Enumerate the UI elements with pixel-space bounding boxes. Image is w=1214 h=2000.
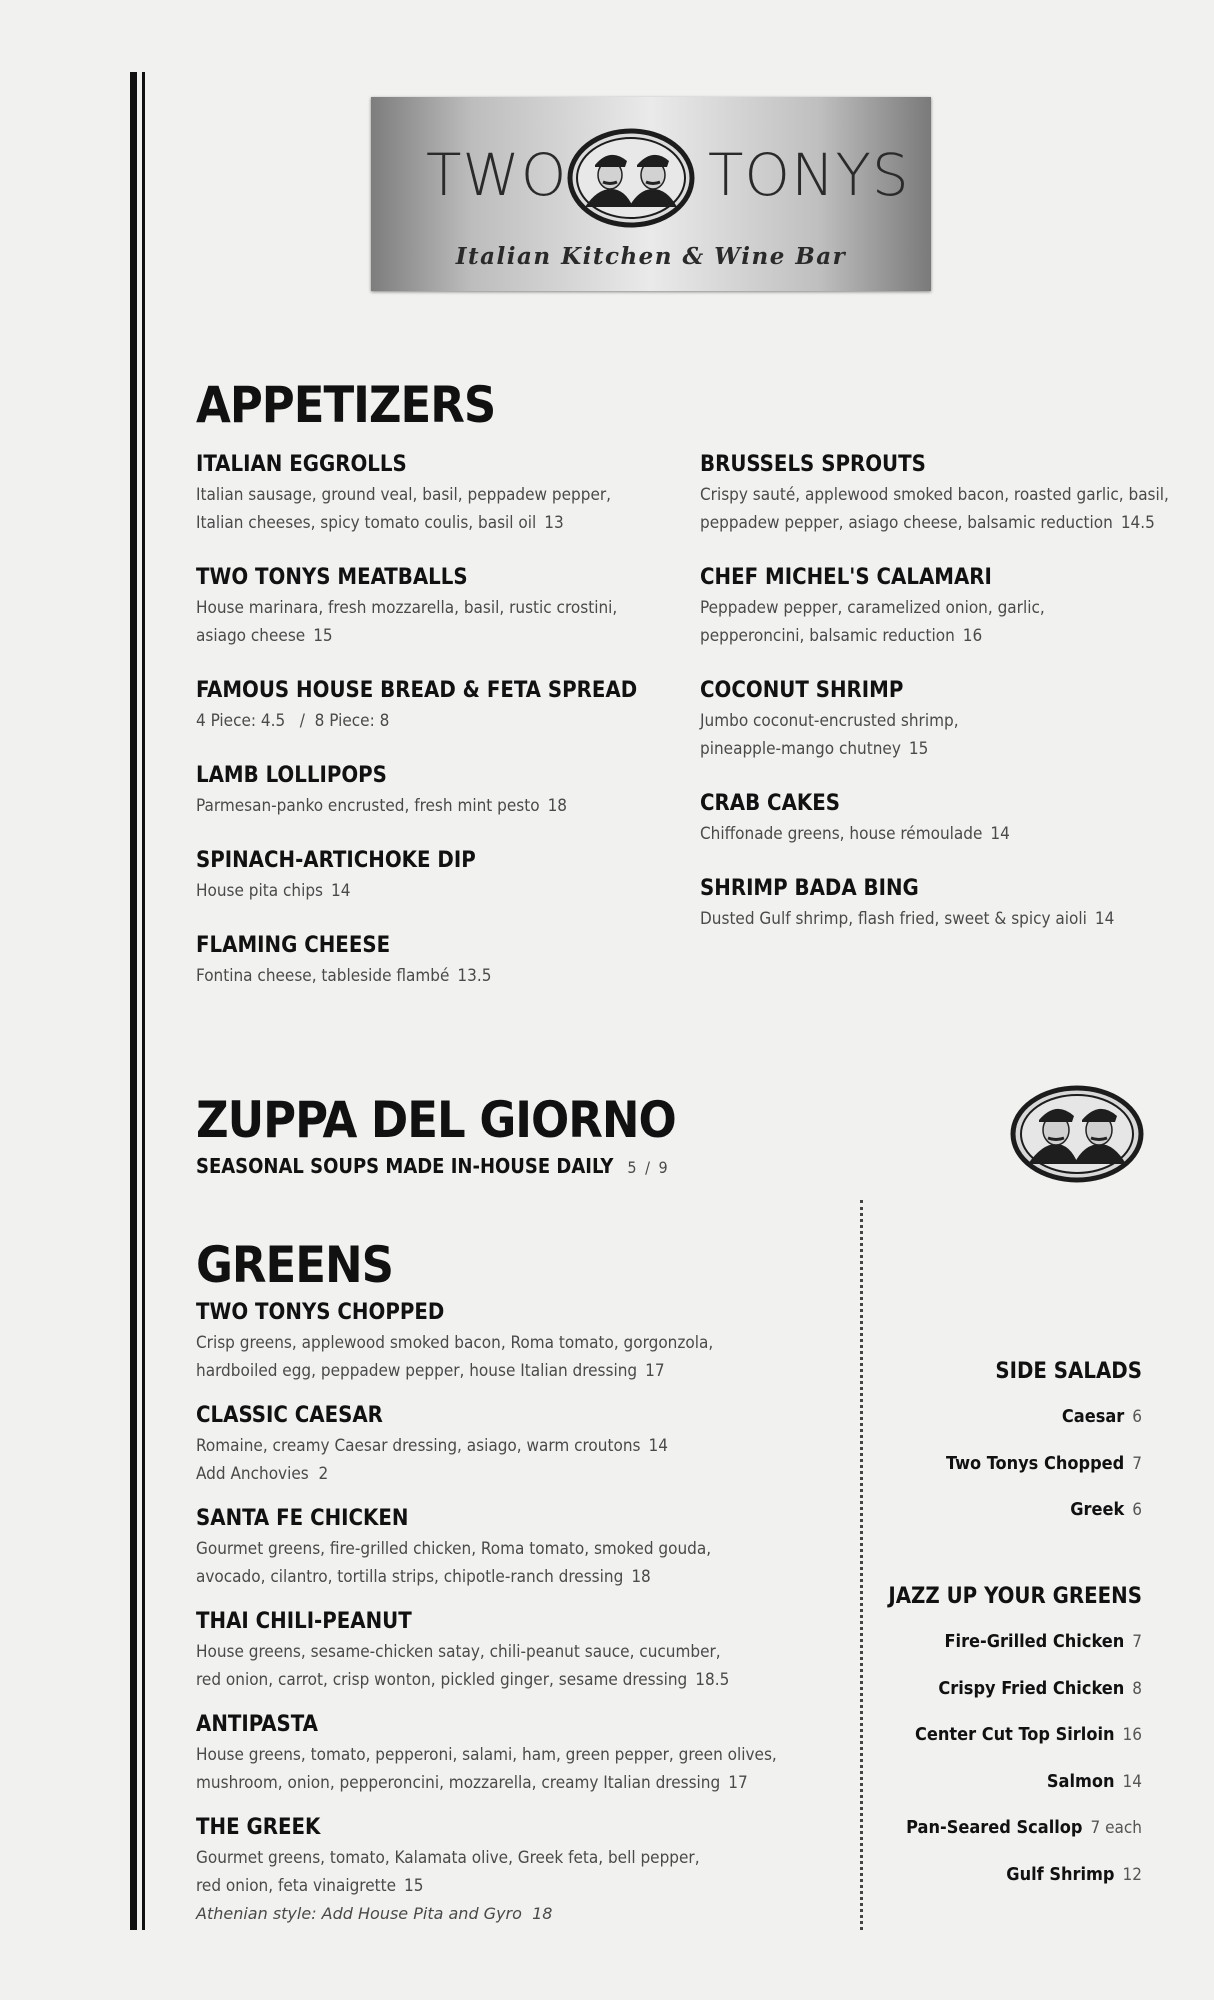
side-salads-panel	[946, 1359, 1142, 1544]
item-description: Jumbo coconut-encrusted shrimp,	[700, 711, 959, 731]
item-description: Dusted Gulf shrimp, flash fried, sweet & spicy aioli 14	[700, 909, 1115, 929]
menu-item	[700, 678, 1169, 763]
menu-item	[196, 763, 637, 820]
logo-word-left: TWO	[426, 141, 568, 209]
item-name: THAI CHILI-PEANUT	[196, 1609, 412, 1634]
add-on-item: Salmon 14	[1046, 1770, 1142, 1792]
two-men-emblem-icon	[567, 127, 695, 229]
item-description: House greens, sesame-chicken satay, chili-peanut sauce, cucumber,	[196, 1642, 721, 1662]
item-description: Italian cheeses, spicy tomato coulis, basil oil 13	[196, 513, 564, 533]
item-price: 14	[1094, 909, 1115, 929]
item-price: 17	[645, 1361, 665, 1381]
item-addon: Athenian style: Add House Pita and Gyro 18	[196, 1904, 553, 1923]
add-on-item: Pan-Seared Scallop 7 each	[906, 1817, 1142, 1838]
side-salad-item: Caesar 6	[1061, 1406, 1142, 1427]
item-description: Italian sausage, ground veal, basil, peppadew pepper,	[196, 485, 612, 505]
item-name: TWO TONYS MEATBALLS	[196, 565, 468, 590]
item-description: Gourmet greens, tomato, Kalamata olive, Greek feta, bell pepper,	[196, 1848, 700, 1868]
greens-title: GREENS	[196, 1236, 394, 1294]
item-name: BRUSSELS SPROUTS	[700, 452, 926, 477]
item-description: Crispy sauté, applewood smoked bacon, roasted garlic, basil,	[700, 485, 1169, 505]
menu-item	[700, 876, 1169, 933]
item-price: 13	[544, 513, 564, 533]
item-price: 15	[313, 626, 333, 646]
menu-item	[196, 848, 637, 905]
add-on-price: 7 each	[1090, 1818, 1142, 1838]
zuppa-price: 5 / 9	[627, 1158, 670, 1177]
item-description: asiago cheese 15	[196, 626, 333, 646]
item-price: 14	[331, 881, 351, 901]
zuppa-title: ZUPPA DEL GIORNO	[196, 1091, 676, 1149]
side-salad-price: 7	[1132, 1453, 1142, 1474]
appetizers-right-column	[700, 452, 1169, 961]
item-name: TWO TONYS CHOPPED	[196, 1300, 445, 1325]
item-name: FLAMING CHEESE	[196, 933, 391, 958]
item-price: 17	[728, 1773, 748, 1793]
item-description: House marinara, fresh mozzarella, basil, rustic crostini,	[196, 598, 618, 618]
left-border-thin	[142, 72, 145, 1930]
item-price: 15	[404, 1876, 424, 1896]
menu-item	[196, 1815, 777, 1928]
item-description: Parmesan-panko encrusted, fresh mint pesto 18	[196, 796, 568, 816]
greens-column	[196, 1300, 777, 1946]
item-addon: Add Anchovies 2	[196, 1464, 329, 1484]
item-description: red onion, carrot, crisp wonton, pickled ginger, sesame dressing 18.5	[196, 1670, 730, 1690]
item-description: 4 Piece: 4.5 / 8 Piece: 8	[196, 711, 390, 731]
side-salad-price: 6	[1132, 1500, 1142, 1520]
item-price: 18	[547, 796, 568, 816]
menu-item	[196, 1712, 777, 1797]
item-price: 14	[990, 824, 1010, 844]
item-price: 16	[962, 626, 983, 646]
add-on-price: 7	[1132, 1632, 1142, 1652]
add-on-item: Center Cut Top Sirloin 16	[915, 1724, 1142, 1745]
side-salads-title: SIDE SALADS	[995, 1359, 1142, 1384]
item-description: hardboiled egg, peppadew pepper, house Italian dressing 17	[196, 1361, 665, 1381]
dotted-divider	[860, 1200, 863, 1930]
appetizers-left-column	[196, 452, 637, 1018]
item-description: Peppadew pepper, caramelized onion, garlic,	[700, 598, 1045, 618]
item-price: 15	[908, 739, 929, 759]
zuppa-subtitle-row	[196, 1154, 670, 1178]
item-description: pepperoncini, balsamic reduction 16	[700, 626, 983, 646]
add-on-price: 12	[1122, 1864, 1142, 1885]
item-name: LAMB LOLLIPOPS	[196, 763, 387, 788]
add-on-price: 14	[1122, 1771, 1142, 1792]
item-name: ITALIAN EGGROLLS	[196, 452, 407, 477]
menu-item	[196, 452, 637, 537]
jazz-up-title: JAZZ UP YOUR GREENS	[888, 1584, 1142, 1609]
add-on-price: 16	[1122, 1725, 1142, 1745]
add-on-item: Crispy Fried Chicken 8	[938, 1677, 1142, 1699]
menu-item	[196, 1506, 777, 1591]
item-description: Crisp greens, applewood smoked bacon, Roma tomato, gorgonzola,	[196, 1333, 714, 1353]
item-name: THE GREEK	[196, 1815, 321, 1840]
item-description: mushroom, onion, pepperoncini, mozzarella, creamy Italian dressing 17	[196, 1773, 748, 1793]
item-description: peppadew pepper, asiago cheese, balsamic reduction 14.5	[700, 513, 1155, 533]
item-price: 14	[648, 1436, 668, 1456]
side-salad-item: Two Tonys Chopped 7	[946, 1452, 1142, 1474]
item-description: pineapple-mango chutney 15	[700, 739, 929, 759]
item-name: CRAB CAKES	[700, 791, 841, 816]
item-name: SANTA FE CHICKEN	[196, 1506, 409, 1531]
item-price: 18.5	[695, 1670, 730, 1690]
item-name: ANTIPASTA	[196, 1712, 318, 1737]
item-name: FAMOUS HOUSE BREAD & FETA SPREAD	[196, 678, 638, 703]
zuppa-subtitle: SEASONAL SOUPS MADE IN-HOUSE DAILY	[196, 1154, 614, 1178]
item-name: SPINACH-ARTICHOKE DIP	[196, 848, 476, 873]
item-description: Romaine, creamy Caesar dressing, asiago, warm croutons 14	[196, 1436, 668, 1456]
item-description: House pita chips 14	[196, 881, 351, 901]
add-on-item: Gulf Shrimp 12	[1006, 1863, 1142, 1885]
menu-item	[196, 1300, 777, 1385]
menu-item	[196, 1403, 777, 1488]
item-description: Chiffonade greens, house rémoulade 14	[700, 824, 1010, 844]
add-on-item: Fire-Grilled Chicken 7	[944, 1631, 1142, 1652]
logo-tagline: Italian Kitchen & Wine Bar	[455, 243, 847, 270]
item-price: 18	[631, 1567, 651, 1587]
menu-item	[196, 678, 637, 735]
two-men-emblem-icon	[1010, 1084, 1144, 1184]
logo-plaque	[371, 97, 931, 291]
jazz-up-panel	[888, 1584, 1142, 1908]
side-salad-price: 6	[1132, 1407, 1142, 1427]
item-name: COCONUT SHRIMP	[700, 678, 904, 703]
item-description: red onion, feta vinaigrette 15	[196, 1876, 424, 1896]
item-description: avocado, cilantro, tortilla strips, chipotle-ranch dressing 18	[196, 1567, 651, 1587]
menu-item	[700, 452, 1169, 537]
side-salad-item: Greek 6	[1070, 1499, 1142, 1520]
left-border-thick	[130, 72, 137, 1930]
item-price: 13.5	[457, 966, 492, 986]
menu-item	[196, 1609, 777, 1694]
menu-item	[196, 933, 637, 990]
menu-item	[700, 565, 1169, 650]
item-description: House greens, tomato, pepperoni, salami, ham, green pepper, green olives,	[196, 1745, 777, 1765]
item-price: 14.5	[1120, 513, 1155, 533]
menu-item	[700, 791, 1169, 848]
item-name: CHEF MICHEL'S CALAMARI	[700, 565, 992, 590]
logo-word-right: TONYS	[708, 141, 910, 209]
menu-item	[196, 565, 637, 650]
item-name: CLASSIC CAESAR	[196, 1403, 383, 1428]
item-name: SHRIMP BADA BING	[700, 876, 919, 901]
item-description: Fontina cheese, tableside flambé 13.5	[196, 966, 492, 986]
appetizers-title: APPETIZERS	[196, 376, 496, 434]
add-on-price: 8	[1132, 1678, 1142, 1699]
item-description: Gourmet greens, fire-grilled chicken, Roma tomato, smoked gouda,	[196, 1539, 712, 1559]
